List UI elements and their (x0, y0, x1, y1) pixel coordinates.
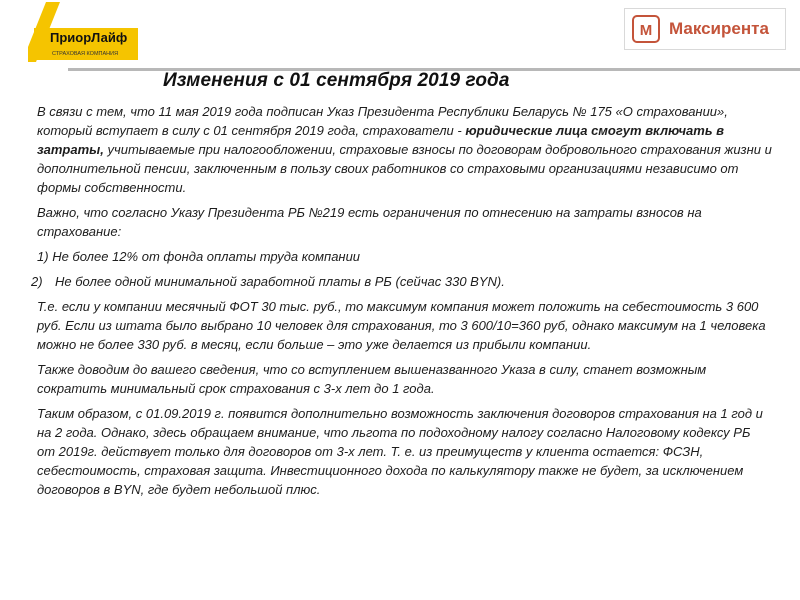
paragraph-decree-part1: В связи с тем, что 11 мая 2019 года подписан Указ Президента Республики Беларусь № 175 «О страховании», который вступает в силу с 01 сентября 2019 года, страхователи - (37, 104, 728, 138)
paragraph-decree-highlight: юридические лица смогут включать в затраты, (37, 123, 725, 157)
list-item-1-text: Не более 12% от фонда оплаты труда компании (52, 249, 361, 264)
maxirenta-mark-letter: М (639, 22, 653, 39)
paragraph-decree-part2: учитываемые при налогообложении, страховые взносы по договорам добровольного страхования жизни и дополнительной пенсии, заключенным в пользу своих работников со страховыми организациями независимо от формы собственности. (37, 142, 772, 195)
paragraph-term: Также доводим до вашего сведения, что со вступлением вышеназванного Указа в силу, станет возможным сократить минимальный срок страхования с 3-х лет до 1 года. (37, 362, 707, 396)
page-title: Изменения с 01 сентября 2019 года (163, 70, 510, 91)
priorlife-logo-tagline: СТРАХОВАЯ КОМПАНИЯ (52, 51, 119, 57)
paragraph-limits: Важно, что согласно Указу Президента РБ №219 есть ограничения по отнесению на затраты взносов на страхование: (37, 205, 702, 239)
maxirenta-mark-icon (631, 14, 661, 44)
list-item-1-number: 1) (37, 249, 49, 264)
list-item-2 (31, 272, 772, 291)
paragraph-conclusion: Таким образом, с 01.09.2019 г. появится дополнительно возможность заключения договоров страхования на 1 год и на 2 года. Однако, здесь обращаем внимание, что льгота по подоходному налогу согласно Налоговому кодексу РБ от 2019г. действует только для договоров от 3-х лет. Т. е. из преимуществ у клиента остается: ФСЗН, себестоимость, страховая защита. Инвестиционного дохода по калькулятору также не будет, за исключением договоров в BYN, где будет небольшой плюс. (37, 406, 763, 497)
priorlife-logo-graphic (28, 2, 138, 64)
paragraph-decree (37, 102, 772, 197)
maxirenta-name: Максирента (669, 19, 769, 38)
maxirenta-logo (624, 8, 786, 50)
paragraph-example: Т.е. если у компании месячный ФОТ 30 тыс. руб., то максимум компания может положить на себестоимость 3 600 руб. Если из штата было выбрано 10 человек для страхования, то 3 600/10=360 руб, однако максимум на 1 человека можно не более 330 руб. в месяц, если больше – это уже делается из прибыли компании. (37, 299, 766, 352)
priorlife-logo-name: ПриорЛайф (50, 30, 128, 45)
priorlife-logo (28, 2, 138, 64)
body-text (31, 102, 772, 505)
list-item-1 (37, 247, 772, 266)
list-item-2-text: Не более одной минимальной заработной платы в РБ (сейчас 330 BYN). (55, 274, 505, 289)
list-item-2-number: 2) (31, 274, 43, 289)
